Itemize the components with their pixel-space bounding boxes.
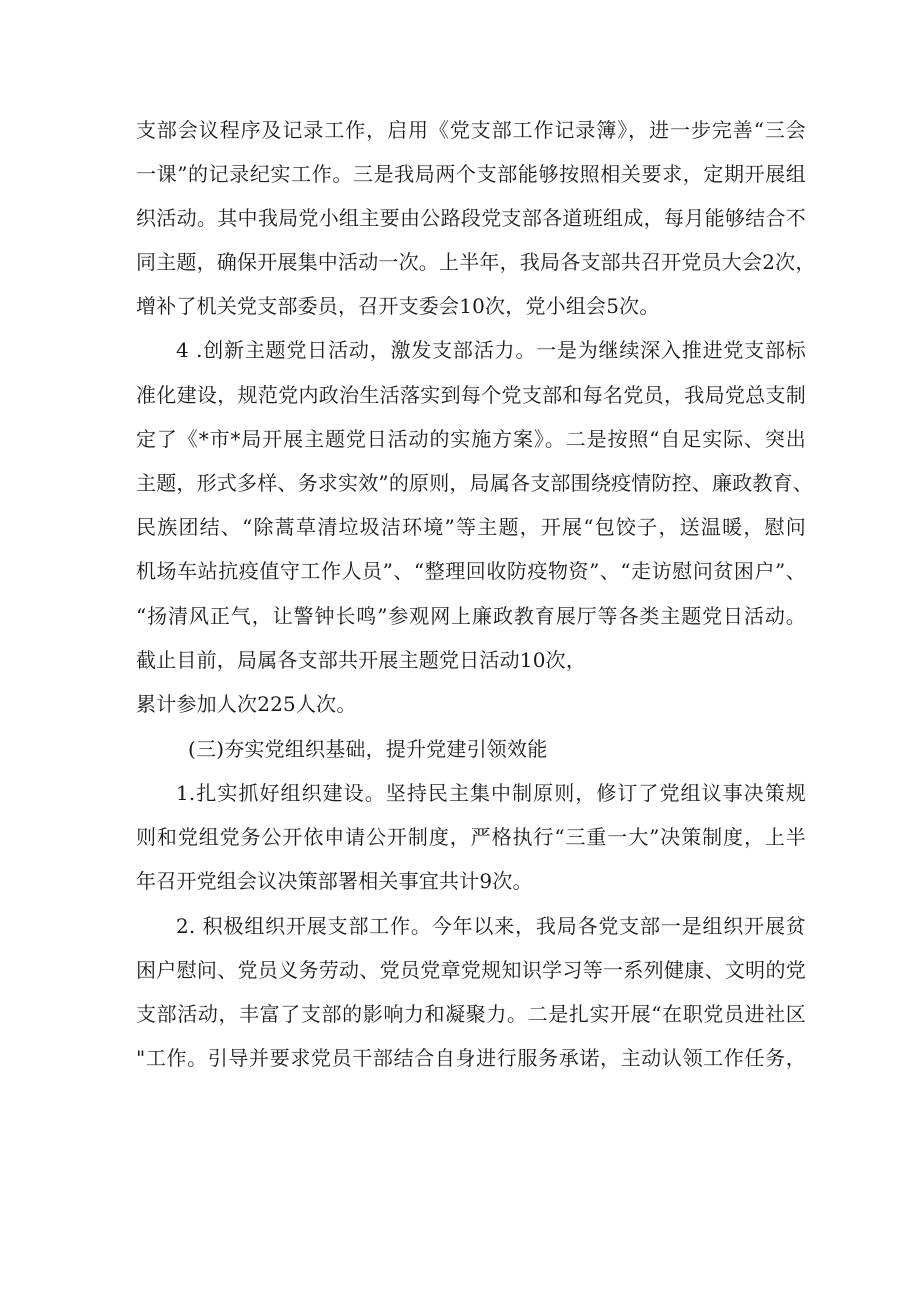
text-line: 一课”的记录纪实工作。三是我局两个支部能够按照相关要求，定期开展组 (136, 162, 806, 186)
section-heading: (三)夯实党组织基础，提升党建引领效能 (188, 737, 548, 761)
text-line: 困户慰问、党员义务劳动、党员党章党规知识学习等一系列健康、文明的党 (136, 958, 806, 982)
text-line: 支部活动，丰富了支部的影响力和凝聚力。二是扎实开展“在职党员进社区 (136, 1002, 806, 1026)
text-line: 定了《*市*局开展主题党日活动的实施方案》。二是按照“自足实际、突出 (136, 427, 806, 451)
paragraph-start-line: 4 .创新主题党日活动，激发支部活力。一是为继续深入推进党支部标 (176, 338, 806, 362)
text-line: 则和党组党务公开依申请公开制度，严格执行“三重一大”决策制度，上半 (136, 825, 806, 849)
paragraph-start-line: 1.扎实抓好组织建设。坚持民主集中制原则，修订了党组议事决策规 (176, 781, 806, 805)
text-line: 同主题，确保开展集中活动一次。上半年，我局各支部共召开党员大会2次， (136, 250, 816, 274)
text-line: “扬清风正气，让警钟长鸣”参观网上廉政教育展厅等各类主题党日活动。 (136, 604, 806, 628)
text-line: 增补了机关党支部委员，召开支委会10次，党小组会5次。 (136, 294, 660, 318)
paragraph-start-line: 2. 积极组织开展支部工作。今年以来，我局各党支部一是组织开展贫 (176, 914, 806, 938)
text-line: 支部会议程序及记录工作，启用《党支部工作记录簿》，进一步完善“三会 (136, 118, 806, 142)
text-line: 机场车站抗疫值守工作人员”、“整理回收防疫物资”、“走访慰问贫困户”、 (136, 559, 806, 583)
text-line: 织活动。其中我局党小组主要由公路段党支部各道班组成，每月能够结合不 (136, 206, 806, 230)
text-line: 年召开党组会议决策部署相关事宜共计9次。 (136, 869, 533, 893)
text-line: 准化建设，规范党内政治生活落实到每个党支部和每名党员，我局党总支制 (136, 383, 806, 407)
text-line: "工作。引导并要求党员干部结合自身进行服务承诺，主动认领工作任务， (136, 1046, 806, 1070)
text-line: 累计参加人次225人次。 (136, 692, 357, 716)
text-line: 主题，形式多样、务求实效”的原则，局属各支部围绕疫情防控、廉政教育、 (136, 471, 814, 495)
text-line: 民族团结、“除蒿草清垃圾洁环境”等主题，开展“包饺子，送温暖，慰问 (136, 515, 806, 539)
text-line: 截止目前，局属各支部共开展主题党日活动10次， (136, 648, 587, 672)
